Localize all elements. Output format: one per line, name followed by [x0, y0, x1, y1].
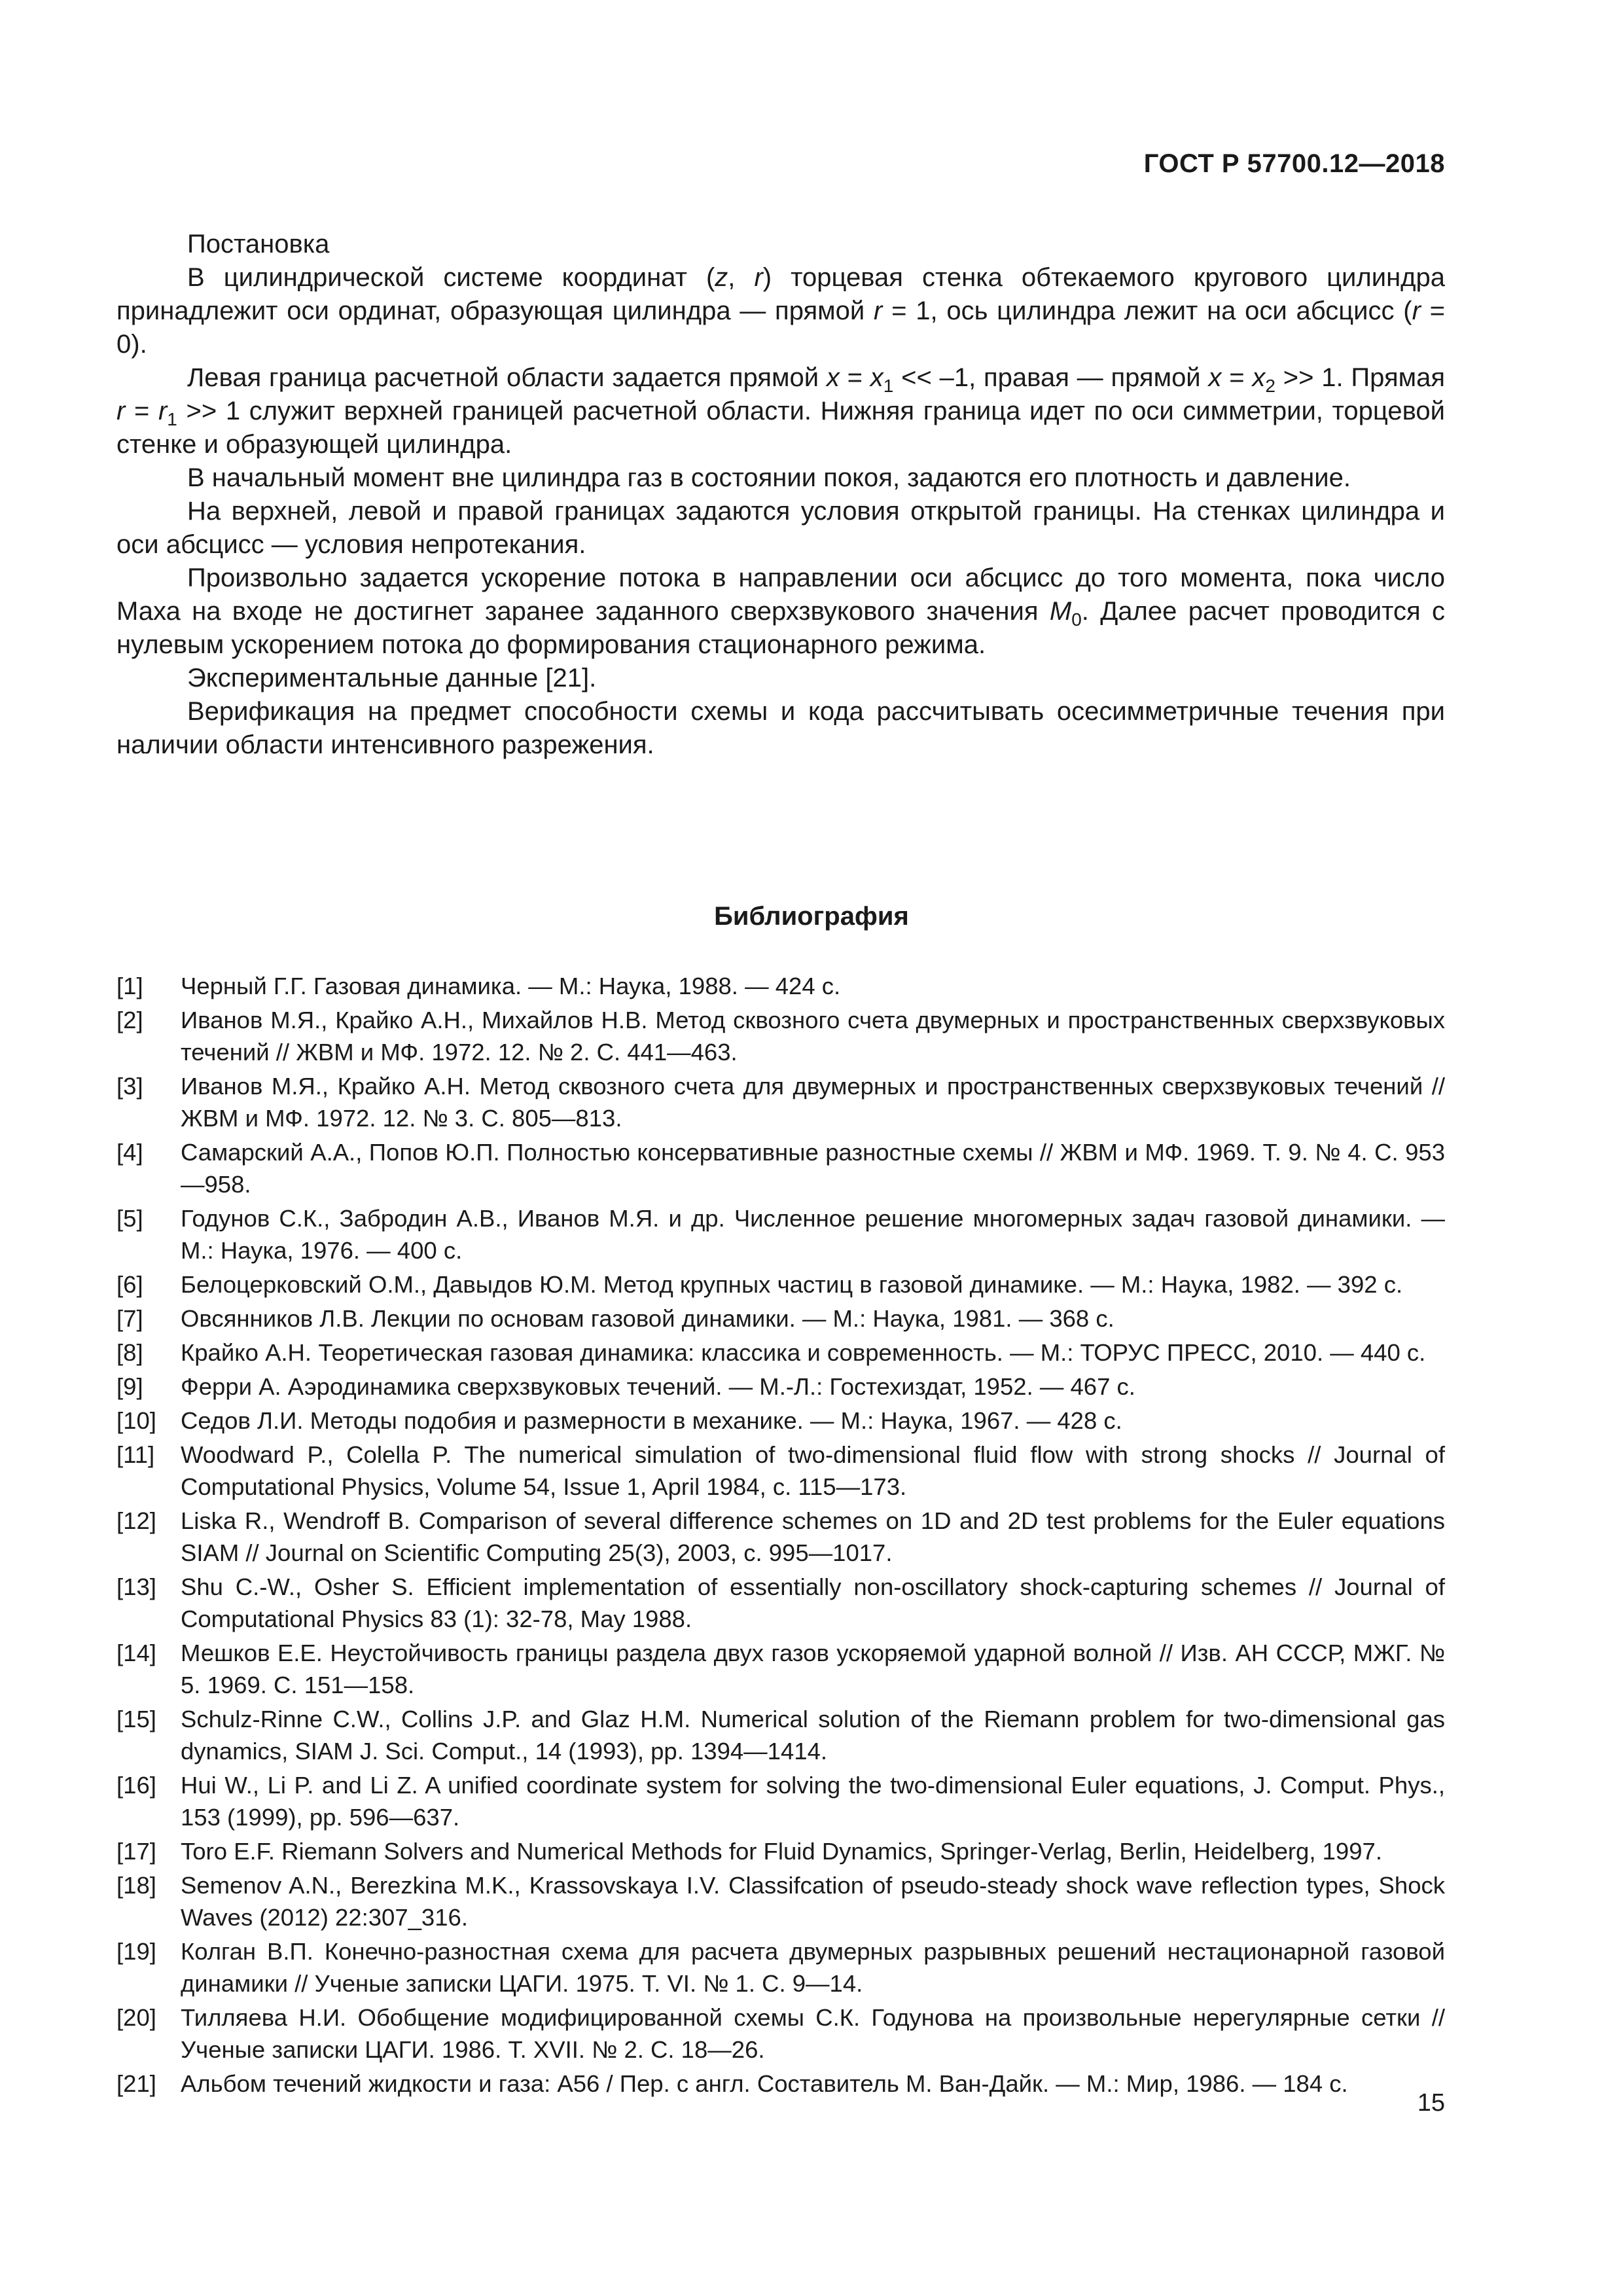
bibliography-item — [116, 1004, 1445, 1068]
bibliography-text: Белоцерковский О.М., Давыдов Ю.М. Метод крупных частиц в газовой динамике. — М.: Наука, 1982. — 392 с. — [181, 1271, 1403, 1298]
bibliography-number: [5] — [116, 1205, 143, 1232]
bibliography-number: [18] — [116, 1872, 156, 1899]
bibliography-text: Колган В.П. Конечно-разностная схема для расчета двумерных разрывных решений нестационарной газовой динамики // Ученые записки ЦАГИ. 1975. Т. VI. № 1. С. 9—14. — [181, 1938, 1445, 1997]
bibliography-text: Тилляева Н.И. Обобщение модифицированной схемы С.К. Годунова на произвольные нерегулярные сетки // Ученые записки ЦАГИ. 1986. Т. XVII. № 2. С. 18—26. — [181, 2004, 1445, 2063]
paragraph-initial-state: В начальный момент вне цилиндра газ в состоянии покоя, задаются его плотность и давление. — [187, 463, 1351, 492]
body-text — [116, 228, 1445, 762]
page-number: 15 — [1417, 2089, 1445, 2117]
bibliography-item — [116, 1405, 1445, 1437]
bibliography-number: [17] — [116, 1838, 156, 1865]
bibliography-text: Крайко А.Н. Теоретическая газовая динамика: классика и современность. — М.: ТОРУС ПРЕСС, 2010. — 440 с. — [181, 1339, 1426, 1366]
bibliography-item — [116, 1302, 1445, 1335]
paragraph-setup: Постановка — [187, 230, 330, 259]
bibliography-number: [20] — [116, 2004, 156, 2031]
bibliography-item — [116, 1835, 1445, 1867]
bibliography-item — [116, 2068, 1445, 2100]
paragraph-coordinates: В цилиндрической системе координат (z, r) торцевая стенка обтекаемого кругового цилиндра принадлежит оси ординат, образующая цилиндра — прямой r = 1, ось цилиндра лежит на оси абсцисс (r = 0). — [116, 263, 1446, 359]
bibliography-text: Liska R., Wendroff B. Comparison of several difference schemes on 1D and 2D test problems for the Euler equations SIAM // Journal on Scientific Computing 25(3), 2003, c. 995—1017. — [181, 1507, 1445, 1566]
document-code: ГОСТ Р 57700.12—2018 — [1143, 149, 1445, 178]
paragraph-acceleration: Произвольно задается ускорение потока в направлении оси абсцисс до того момента, пока число Маха на входе не достигнет заранее заданного сверхзвукового значения $M_0$. Далее расчет проводится с нулевым ускорением потока до формирования стационарного режима. — [116, 564, 1446, 659]
bibliography-item — [116, 1371, 1445, 1403]
bibliography-number: [4] — [116, 1139, 143, 1166]
bibliography-item — [116, 1070, 1445, 1134]
bibliography-item — [116, 1439, 1445, 1503]
bibliography-number: [11] — [116, 1441, 155, 1468]
paragraph-verification: Верификация на предмет способности схемы и кода рассчитывать осесимметричные течения при наличии области интенсивного разрежения. — [116, 697, 1445, 759]
bibliography-text: Альбом течений жидкости и газа: А56 / Пер. с англ. Составитель М. Ван-Дайк. — М.: Мир, 1986. — 184 с. — [181, 2070, 1348, 2097]
bibliography-number: [13] — [116, 1573, 156, 1600]
bibliography-text: Semenov A.N., Berezkina M.K., Krassovskaya I.V. Classifcation of pseudo-steady shock wave reflection types, Shock Waves (2012) 22:307_316. — [181, 1872, 1445, 1931]
bibliography-item — [116, 1202, 1445, 1266]
bibliography-text: Седов Л.И. Методы подобия и размерности в механике. — М.: Наука, 1967. — 428 с. — [181, 1407, 1122, 1434]
bibliography-number: [14] — [116, 1640, 156, 1666]
bibliography-item — [116, 1637, 1445, 1701]
bibliography-text: Годунов С.К., Забродин А.В., Иванов М.Я. и др. Численное решение многомерных задач газовой динамики. — М.: Наука, 1976. — 400 с. — [181, 1205, 1445, 1264]
bibliography-number: [19] — [116, 1938, 156, 1965]
bibliography-number: [2] — [116, 1007, 143, 1033]
bibliography-number: [10] — [116, 1407, 156, 1434]
bibliography-text: Schulz-Rinne C.W., Collins J.P. and Glaz H.M. Numerical solution of the Riemann problem for two-dimensional gas dynamics, SIAM J. Sci. Comput., 14 (1993), pp. 1394—1414. — [181, 1706, 1445, 1765]
bibliography-item — [116, 1869, 1445, 1933]
paragraph-boundary-conditions: На верхней, левой и правой границах задаются условия открытой границы. На стенках цилиндра и оси абсцисс — условия непротекания. — [116, 497, 1445, 559]
bibliography-text: Иванов М.Я., Крайко А.Н., Михайлов Н.В. Метод сквозного счета двумерных и пространственных сверхзвуковых течений // ЖВМ и МФ. 1972. 12. № 2. С. 441—463. — [181, 1007, 1445, 1066]
bibliography-number: [1] — [116, 973, 143, 999]
bibliography-item — [116, 1136, 1445, 1200]
bibliography-text: Toro E.F. Riemann Solvers and Numerical Methods for Fluid Dynamics, Springer-Verlag, Berlin, Heidelberg, 1997. — [181, 1838, 1382, 1865]
bibliography-number: [16] — [116, 1772, 156, 1799]
bibliography-number: [3] — [116, 1073, 143, 1100]
bibliography-text: Овсянников Л.В. Лекции по основам газовой динамики. — М.: Наука, 1981. — 368 с. — [181, 1305, 1115, 1332]
bibliography-number: [12] — [116, 1507, 156, 1534]
bibliography-text: Hui W., Li P. and Li Z. A unified coordinate system for solving the two-dimensional Euler equations, J. Comput. Phys., 153 (1999), pp. 596—637. — [181, 1772, 1445, 1831]
bibliography-number: [8] — [116, 1339, 143, 1366]
bibliography-number: [21] — [116, 2070, 156, 2097]
bibliography-text: Иванов М.Я., Крайко А.Н. Метод сквозного счета для двумерных и пространственных сверхзвуковых течений // ЖВМ и МФ. 1972. 12. № 3. С. 805—813. — [181, 1073, 1445, 1132]
bibliography-item — [116, 1703, 1445, 1767]
bibliography-text: Самарский А.А., Попов Ю.П. Полностью консервативные разностные схемы // ЖВМ и МФ. 1969. Т. 9. № 4. С. 953—958. — [181, 1139, 1445, 1198]
bibliography-text: Shu C.-W., Osher S. Efficient implementation of essentially non-oscillatory shock-capturing schemes // Journal of Computational Physics 83 (1): 32-78, May 1988. — [181, 1573, 1445, 1632]
bibliography-title: Библиография — [714, 902, 909, 931]
bibliography-list — [116, 970, 1445, 2102]
bibliography-text: Woodward P., Colella P. The numerical simulation of two-dimensional fluid flow with strong shocks // Journal of Computational Physics, Volume 54, Issue 1, April 1984, c. 115—173. — [181, 1441, 1445, 1500]
bibliography-number: [15] — [116, 1706, 156, 1732]
bibliography-item — [116, 2001, 1445, 2066]
bibliography-number: [9] — [116, 1373, 143, 1400]
bibliography-item — [116, 1336, 1445, 1369]
bibliography-item — [116, 1505, 1445, 1569]
paragraph-experimental-data: Экспериментальные данные [21]. — [187, 664, 597, 692]
bibliography-item — [116, 1268, 1445, 1300]
bibliography-text: Черный Г.Г. Газовая динамика. — М.: Наука, 1988. — 424 с. — [181, 973, 841, 999]
bibliography-number: [7] — [116, 1305, 143, 1332]
bibliography-item — [116, 1571, 1445, 1635]
bibliography-item — [116, 1769, 1445, 1833]
bibliography-text: Мешков Е.Е. Неустойчивость границы раздела двух газов ускоряемой ударной волной // Изв. АН СССР, МЖГ. № 5. 1969. С. 151—158. — [181, 1640, 1445, 1698]
bibliography-item — [116, 970, 1445, 1002]
bibliography-item — [116, 1935, 1445, 2000]
paragraph-boundaries: Левая граница расчетной области задается прямой $x = x_1 << -1$, правая — прямой $x = x_2 >> 1$. Прямая $r = r_1 >> 1$ служит верхней границей расчетной области. Нижняя граница идет по оси симметрии, торцевой стенке и образующей цилиндра. — [116, 363, 1446, 459]
bibliography-number: [6] — [116, 1271, 143, 1298]
bibliography-text: Ферри А. Аэродинамика сверхзвуковых течений. — М.-Л.: Гостехиздат, 1952. — 467 с. — [181, 1373, 1135, 1400]
